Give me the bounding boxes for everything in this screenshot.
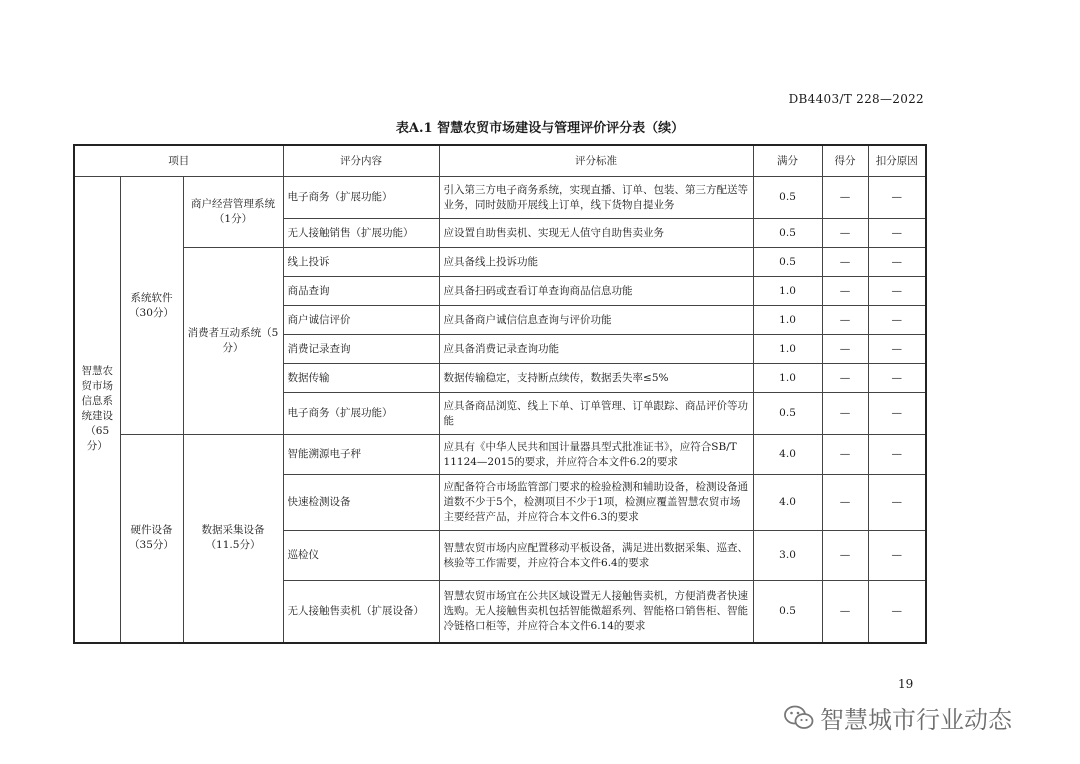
- row-content: 商户诚信评价: [283, 306, 439, 335]
- row-score: —: [822, 277, 868, 306]
- row-content: 线上投诉: [283, 248, 439, 277]
- row-content: 电子商务（扩展功能）: [283, 177, 439, 219]
- row-criteria: 应具有《中华人民共和国计量器具型式批准证书》，应符合SB/T 11124—2015的要求，并应符合本文件6.2的要求: [439, 435, 753, 475]
- header-deduction-reason: 扣分原因: [868, 145, 926, 177]
- page-number: 19: [898, 677, 914, 691]
- wechat-icon: [784, 705, 814, 731]
- row-full-score: 0.5: [753, 393, 822, 435]
- row-full-score: 4.0: [753, 475, 822, 531]
- row-reason: —: [868, 581, 926, 643]
- row-full-score: 1.0: [753, 335, 822, 364]
- watermark: [784, 700, 1012, 735]
- evaluation-table: [73, 144, 927, 644]
- row-score: —: [822, 581, 868, 643]
- row-reason: —: [868, 219, 926, 248]
- row-criteria: 应具备线上投诉功能: [439, 248, 753, 277]
- row-reason: —: [868, 435, 926, 475]
- row-criteria: 应具备扫码或查看订单查询商品信息功能: [439, 277, 753, 306]
- row-reason: —: [868, 248, 926, 277]
- row-score: —: [822, 219, 868, 248]
- subgroup-consumer: 消费者互动系统（5分）: [183, 248, 283, 435]
- row-score: —: [822, 177, 868, 219]
- group-hardware: 硬件设备（35分）: [120, 435, 183, 643]
- row-content: 快速检测设备: [283, 475, 439, 531]
- row-content: 智能溯源电子秤: [283, 435, 439, 475]
- row-score: —: [822, 364, 868, 393]
- row-reason: —: [868, 393, 926, 435]
- row-full-score: 0.5: [753, 219, 822, 248]
- row-full-score: 1.0: [753, 277, 822, 306]
- row-criteria: 智慧农贸市场内应配置移动平板设备，满足进出数据采集、巡查、核验等工作需要，并应符合本文件6.4的要求: [439, 531, 753, 581]
- table-caption: 表A.1 智慧农贸市场建设与管理评价评分表（续）: [395, 121, 685, 136]
- subgroup-collection: 数据采集设备（11.5分）: [183, 435, 283, 643]
- row-reason: —: [868, 335, 926, 364]
- row-score: —: [822, 531, 868, 581]
- row-score: —: [822, 475, 868, 531]
- header-row: [74, 145, 926, 177]
- header-score: 得分: [822, 145, 868, 177]
- watermark-text: 智慧城市行业动态: [820, 706, 1012, 734]
- row-reason: —: [868, 531, 926, 581]
- row-full-score: 0.5: [753, 177, 822, 219]
- row-content: 电子商务（扩展功能）: [283, 393, 439, 435]
- row-reason: —: [868, 177, 926, 219]
- row-content: 无人接触销售（扩展功能）: [283, 219, 439, 248]
- row-score: —: [822, 306, 868, 335]
- row-criteria: 应具备消费记录查询功能: [439, 335, 753, 364]
- document-number: DB4403/T 228—2022: [788, 92, 924, 106]
- row-content: 无人接触售卖机（扩展设备）: [283, 581, 439, 643]
- row-score: —: [822, 435, 868, 475]
- row-reason: —: [868, 364, 926, 393]
- row-criteria: 引入第三方电子商务系统，实现直播、订单、包装、第三方配送等业务，同时鼓励开展线上订单，线下货物自提业务: [439, 177, 753, 219]
- subgroup-merchant: 商户经营管理系统（1分）: [183, 177, 283, 248]
- table-row: [74, 177, 926, 219]
- row-reason: —: [868, 306, 926, 335]
- row-reason: —: [868, 475, 926, 531]
- header-project: 项目: [74, 145, 283, 177]
- row-content: 巡检仪: [283, 531, 439, 581]
- row-criteria: 应设置自助售卖机、实现无人值守自助售卖业务: [439, 219, 753, 248]
- group-software: 系统软件（30分）: [120, 177, 183, 435]
- row-content: 数据传输: [283, 364, 439, 393]
- row-full-score: 3.0: [753, 531, 822, 581]
- row-full-score: 4.0: [753, 435, 822, 475]
- row-criteria: 数据传输稳定，支持断点续传，数据丢失率≤5%: [439, 364, 753, 393]
- row-criteria: 应具备商户诚信信息查询与评价功能: [439, 306, 753, 335]
- header-content: 评分内容: [283, 145, 439, 177]
- table-row: [74, 435, 926, 475]
- row-score: —: [822, 393, 868, 435]
- row-criteria: 应配备符合市场监管部门要求的检验检测和辅助设备，检测设备通道数不少于5个，检测项目不少于1项，检测应覆盖智慧农贸市场主要经营产品，并应符合本文件6.3的要求: [439, 475, 753, 531]
- row-full-score: 1.0: [753, 306, 822, 335]
- row-content: 商品查询: [283, 277, 439, 306]
- row-reason: —: [868, 277, 926, 306]
- level1-category: 智慧农贸市场信息系统建设（65分）: [74, 177, 120, 643]
- header-criteria: 评分标准: [439, 145, 753, 177]
- row-criteria: 应具备商品浏览、线上下单、订单管理、订单跟踪、商品评价等功能: [439, 393, 753, 435]
- row-full-score: 0.5: [753, 248, 822, 277]
- row-criteria: 智慧农贸市场宜在公共区域设置无人接触售卖机，方便消费者快速选购。无人接触售卖机包括智能微超系列、智能格口销售柜、智能冷链格口柜等，并应符合本文件6.14的要求: [439, 581, 753, 643]
- header-full-score: 满分: [753, 145, 822, 177]
- row-full-score: 1.0: [753, 364, 822, 393]
- row-full-score: 0.5: [753, 581, 822, 643]
- row-score: —: [822, 248, 868, 277]
- table-row: [74, 248, 926, 277]
- row-content: 消费记录查询: [283, 335, 439, 364]
- row-score: —: [822, 335, 868, 364]
